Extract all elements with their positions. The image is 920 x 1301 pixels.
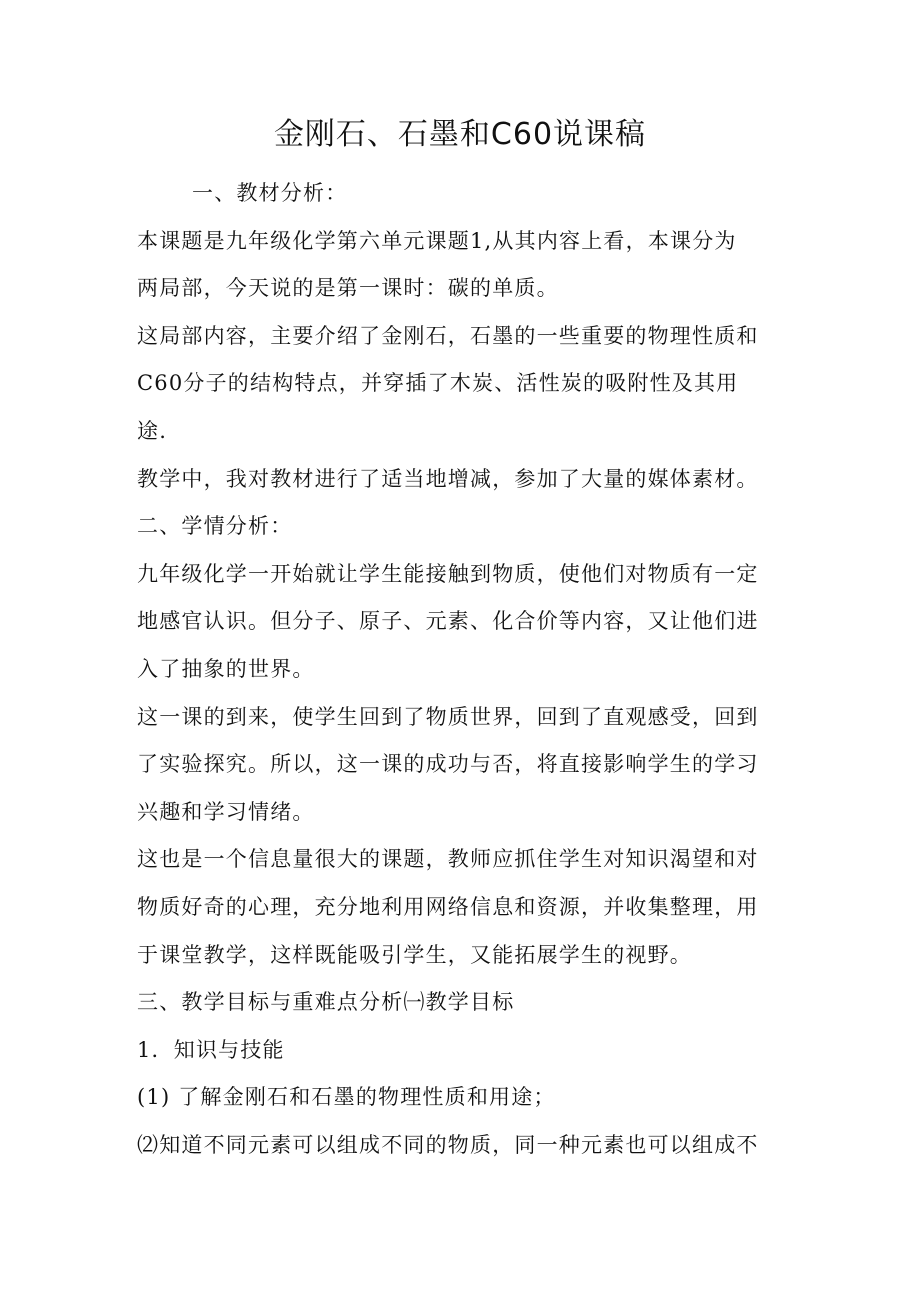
paragraph-line: 于课堂教学，这样既能吸引学生，又能拓展学生的视野。	[137, 942, 692, 967]
paragraph-line: 了实验探究。所以，这一课的成功与否，将直接影响学生的学习	[137, 752, 759, 777]
paragraph-line: 这局部内容，主要介绍了金刚石，石墨的一些重要的物理性质和	[137, 323, 759, 348]
paragraph-line: 入了抽象的世界。	[137, 656, 315, 681]
paragraph-line: 九年级化学一开始就让学生能接触到物质，使他们对物质有一定	[137, 561, 759, 586]
document-body	[137, 170, 787, 1169]
paragraph-line: C60分子的结构特点，并穿插了木炭、活性炭的吸附性及其用	[137, 371, 739, 396]
subheading-knowledge-skills: 1．知识与技能	[137, 1037, 285, 1062]
section-heading-textbook-analysis: 一、教材分析：	[192, 181, 348, 205]
paragraph-line: 途.	[137, 418, 168, 443]
paragraph-line: 两局部，今天说的是第一课时：碳的单质。	[137, 276, 559, 301]
section-heading-student-analysis: 二、学情分析：	[137, 514, 293, 539]
paragraph-line: 物质好奇的心理，充分地利用网络信息和资源，并收集整理，用	[137, 894, 759, 919]
list-item: (1) 了解金刚石和石墨的物理性质和用途；	[137, 1085, 556, 1110]
paragraph-line: 本课题是九年级化学第六单元课题1,从其内容上看，本课分为	[137, 228, 737, 253]
paragraph-line: 这也是一个信息量很大的课题，教师应抓住学生对知识渴望和对	[137, 847, 759, 872]
paragraph-line: 这一课的到来，使学生回到了物质世界，回到了直观感受，回到	[137, 704, 759, 729]
paragraph-line: 教学中，我对教材进行了适当地增减，参加了大量的媒体素材。	[137, 466, 759, 491]
document-title: 金刚石、石墨和C60说课稿	[273, 117, 647, 152]
section-heading-teaching-goals: 三、教学目标与重难点分析㈠教学目标	[137, 990, 515, 1015]
paragraph-line: 兴趣和学习情绪。	[137, 799, 315, 824]
list-item: ⑵知道不同元素可以组成不同的物质，同一种元素也可以组成不	[137, 1132, 759, 1157]
paragraph-line: 地感官认识。但分子、原子、元素、化合价等内容，又让他们进	[137, 609, 759, 634]
